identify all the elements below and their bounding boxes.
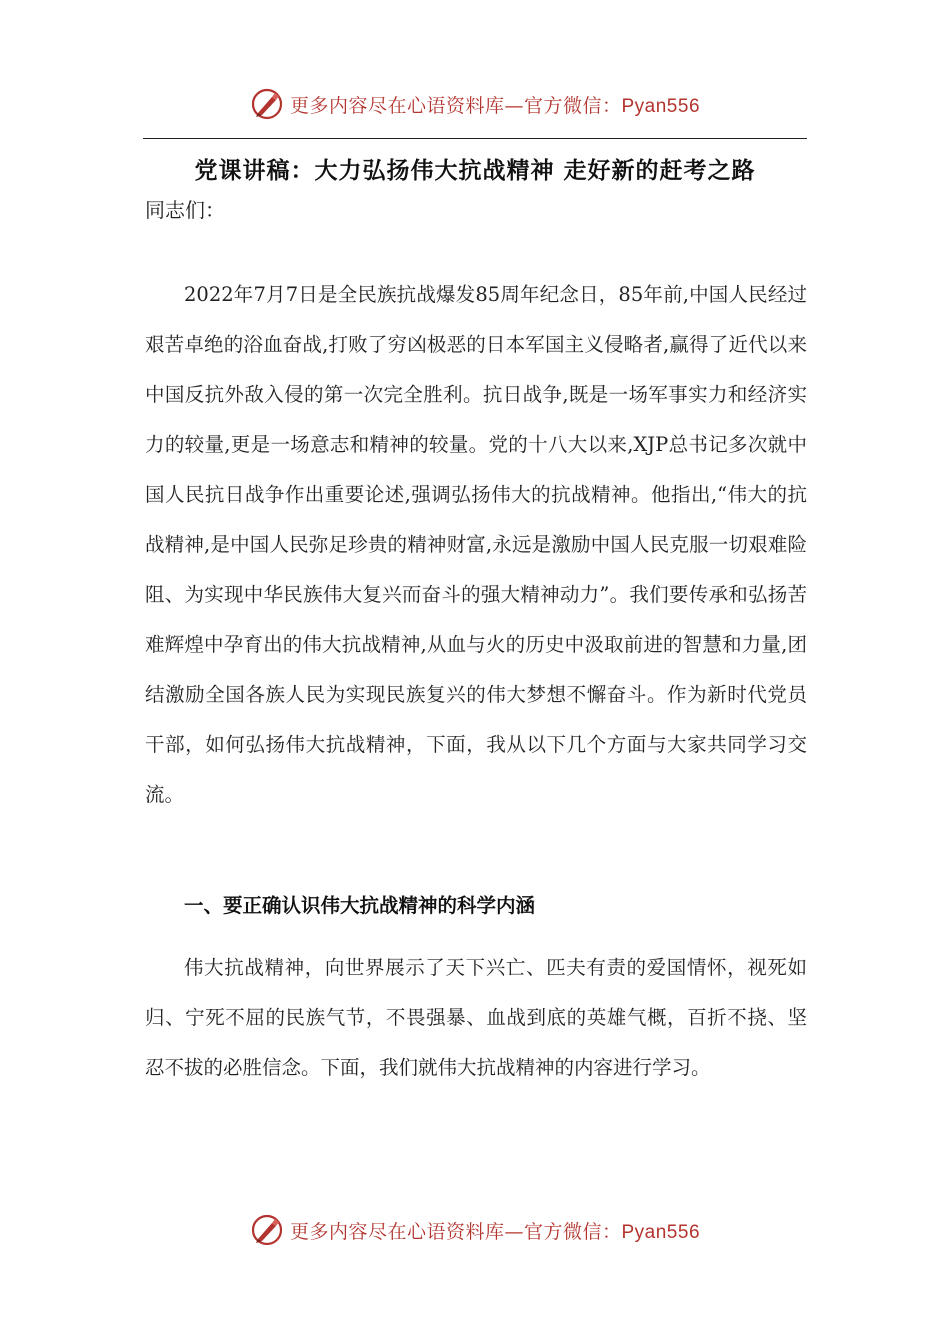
header-banner-caption: 更多内容尽在心语资料库—官方微信：: [289, 94, 622, 117]
footer-wechat-id: Pyan556: [621, 1221, 701, 1243]
document-title: 党课讲稿：大力弘扬伟大抗战精神 走好新的赶考之路: [194, 158, 756, 184]
footer-banner-text: [290, 1217, 700, 1244]
footer-banner-caption: 更多内容尽在心语资料库—官方微信：: [289, 1220, 622, 1243]
header-divider: [143, 138, 807, 139]
pen-logo-icon: [250, 1213, 284, 1247]
greeting: 同志们：: [145, 198, 225, 222]
footer-banner: [0, 1210, 950, 1250]
header-banner-text: [290, 91, 700, 118]
paragraph-section-1: 伟大抗战精神，向世界展示了天下兴亡、匹夫有责的爱国情怀，视死如归、宁死不屈的民族气节，不畏强暴、血战到底的英雄气概，百折不挠、坚忍不拔的必胜信念。下面，我们就伟大抗战精神的内容进行学习。: [145, 956, 807, 1079]
header-banner: [0, 84, 950, 124]
section-heading-1: 一、要正确认识伟大抗战精神的科学内涵: [184, 894, 536, 917]
pen-logo-icon: [250, 87, 284, 121]
header-wechat-id: Pyan556: [621, 95, 701, 117]
paragraph-intro: 2022年7月7日是全民族抗战爆发85周年纪念日，85年前,中国人民经过艰苦卓绝的浴血奋战,打败了穷凶极恶的日本军国主义侵略者,赢得了近代以来中国反抗外敌入侵的第一次完全胜利。抗日战争,既是一场军事实力和经济实力的较量,更是一场意志和精神的较量。党的十八大以来,XJP总书记多次就中国人民抗日战争作出重要论述,强调弘扬伟大的抗战精神。他指出,“伟大的抗战精神,是中国人民弥足珍贵的精神财富,永远是激励中国人民克服一切艰难险阻、为实现中华民族伟大复兴而奋斗的强大精神动力”。我们要传承和弘扬苦难辉煌中孕育出的伟大抗战精神,从血与火的历史中汲取前进的智慧和力量,团结激励全国各族人民为实现民族复兴的伟大梦想不懈奋斗。作为新时代党员干部，如何弘扬伟大抗战精神，下面，我从以下几个方面与大家共同学习交流。: [145, 283, 807, 806]
